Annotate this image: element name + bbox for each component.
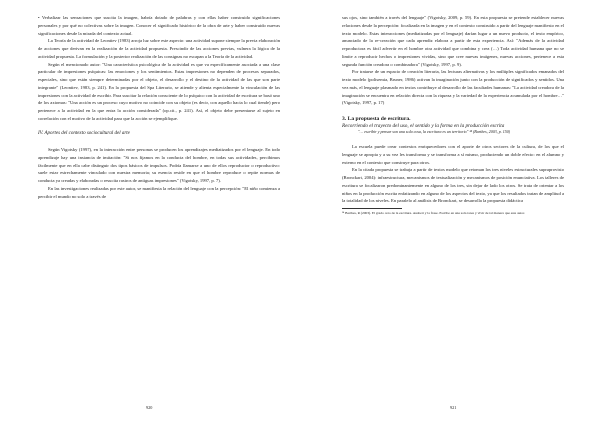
- section-heading-iv: IV. Aportes del contexto sociocultural del arte: [38, 131, 130, 137]
- footnote-divider: [342, 208, 402, 209]
- epigraph-quote: "… escribir y pensar son una sola cosa, la escritura es un territorio" ¹⁴ (Barthes, 2003, p. 150): [358, 129, 511, 135]
- right-paragraph-4: En la citada propuesta se trabaja a partir de textos modelo que retoman los tres niveles estructurales supraprovisto (Bronckart, 2004): infraestructura, mecanismos de textualización y mecanismos de posición enunciativa. Los talleres de escritura se focalizaron predominantemente en alguno de los tres, sin dejar de lado los otros. Se trata de orientar a los niños en la producción escrita enfatizando en alguno de los aspectos del texto, ya que los resultados tratan de amplitud a la totalidad de los niveles. En paralelo al análisis de Bronckart, se desarrolla la propuesta didáctica: [342, 167, 564, 204]
- left-paragraph-2: La Teoría de la actividad de Leontiev (1983) arroja luz sobre este aspecto: una actividad supone siempre la previa elaboración de acciones que derivan en la realización de la actividad propuesta. Prescindir de las acciones previas, vulnera la lógica de la actividad propuesta. La formulación y la posterior realización de las consignas no escapan a la Teoría de la actividad.: [38, 38, 280, 59]
- section-heading-3: 3. La propuesta de escritura.: [342, 115, 411, 122]
- page-number-left: 920: [146, 405, 153, 410]
- section-subheading: Recorriendo el trayecto del uso, el sentido y la forma en la producción escrita: [342, 122, 505, 129]
- right-paragraph-2: Por tratarse de un espacio de creación literaria, las lecturas alternativas y los múltiples significados emanados del texto modelo (polisemia, Bruner, 1986) activan la imaginación junto con la producción de significados y sentidos. Una vez más, el lenguaje plasmado en textos contribuye al desarrollo de las facultades humanas: "La actividad creadora de la imaginación se encuentra en relación directa con la riqueza y la variedad de la experiencia acumulada por el hombre…" (Vigotsky, 1997, p. 17): [342, 69, 564, 106]
- right-paragraph-1: sus ojos, sino también a través del lenguaje" (Vigotsky, 2009, p. 59). En esta propuesta se pretende establecer nuevas relaciones desde la percepción: focalizada en la imagen y en el contexto construido a partir del lenguaje manifiesto en el texto modelo. Estas interacciones (mediatizadas por el lenguaje) darían lugar a un nuevo producto, el texto empírico, anunciado de la re-creación que cada aprendiz elabora a partir de esta experiencia. Así: "Además de la actividad reproductora es fácil advertir en el hombre otra actividad que combina y crea (…) Toda actividad humana que no se limite a reproducir hechos o impresiones vividas, sino que cree nuevas imágenes, nuevas acciones, pertenece a esta segunda función creadora o combinadora" (Vigotsky, 1997, p. 9).: [342, 15, 564, 67]
- page-number-right: 921: [450, 405, 457, 410]
- right-paragraph-3: La escuela puede crear contextos enriquecedores con el aporte de otros sectores de la cultura, de los que el lenguaje se apropia y a su vez les transforma y se transforma a sí mismo, produciendo un doble efecto: en el alumno y externo en el contexto que construye para otros.: [342, 144, 564, 165]
- left-paragraph-4: Según Vigotsky (1997), en la interacción entre personas se producen los aprendizajes mediatizados por el lenguaje. En todo aprendizaje hay una instancia de imitación: "Si nos fijamos en la conducta del hombre, en todas sus actividades, percibimos fácilmente que en ella cabe distinguir dos tipos básicos de impulsos. Podría llamarse a uno de ellos reproductor o reproductivo: suele estar estrechamente vinculado con nuestra memoria; su esencia reside en que el hombre reproduce o repite normas de conducta ya creadas y elaboradas o resucita rastros de antiguas impresiones" (Vigotsky, 1997, p. 7).: [38, 147, 280, 183]
- left-paragraph-1: • Verbalizar las sensaciones que suscita la imagen, habría dotado de palabras y con ellas haber construido significaciones personales y por qué no colectivas sobre la imagen. Conocer el significado histórico de la obra de arte y haber construido nuevas significaciones desde la mirada del contexto actual.: [38, 15, 280, 36]
- footnote: ¹⁴ Barthes, R (2003). El grado cero de la escritura. Ausbert y la frase. Escribe en una sola tarea y vivir de tal manera que este autor.: [342, 211, 525, 216]
- left-paragraph-5: En las investigaciones realizadas por este autor, se manifiesta la relación del lenguaje con la percepción: "El niño comienza a percibir el mundo no solo a través de: [38, 185, 280, 199]
- right-page: [300, 0, 600, 424]
- left-paragraph-3: Según el mencionado autor: "Una característica psicológica de la actividad es que va específicamente asociada a una clase particular de impresiones psíquicas: las emociones y los sentimientos. Estas impresiones no dependen de procesos separados, especiales, sino que están siempre determinadas por el objeto, el desarrollo y el destino de la actividad de las que son parte integrante" (Leontiev, 1983, p. 241). En la propuesta del Spa Literario, se atiende y alienta especialmente la vinculación de las impresiones con la actividad de escribir. Para suscitar la relación consciente de lo psíquico con la actividad de escritura se basó uno de los axiomas: "Una acción es un proceso cuyo motivo no coincide con su objeto (es decir, con aquello hacia lo cual tiende) pero pertenece a la actividad en la que entra la acción considerada" (op.cit., p. 241). Así, el objeto debe presentarse al sujeto en correlación con el motivo de la actividad para que la acción se ejemplifique.: [38, 61, 280, 121]
